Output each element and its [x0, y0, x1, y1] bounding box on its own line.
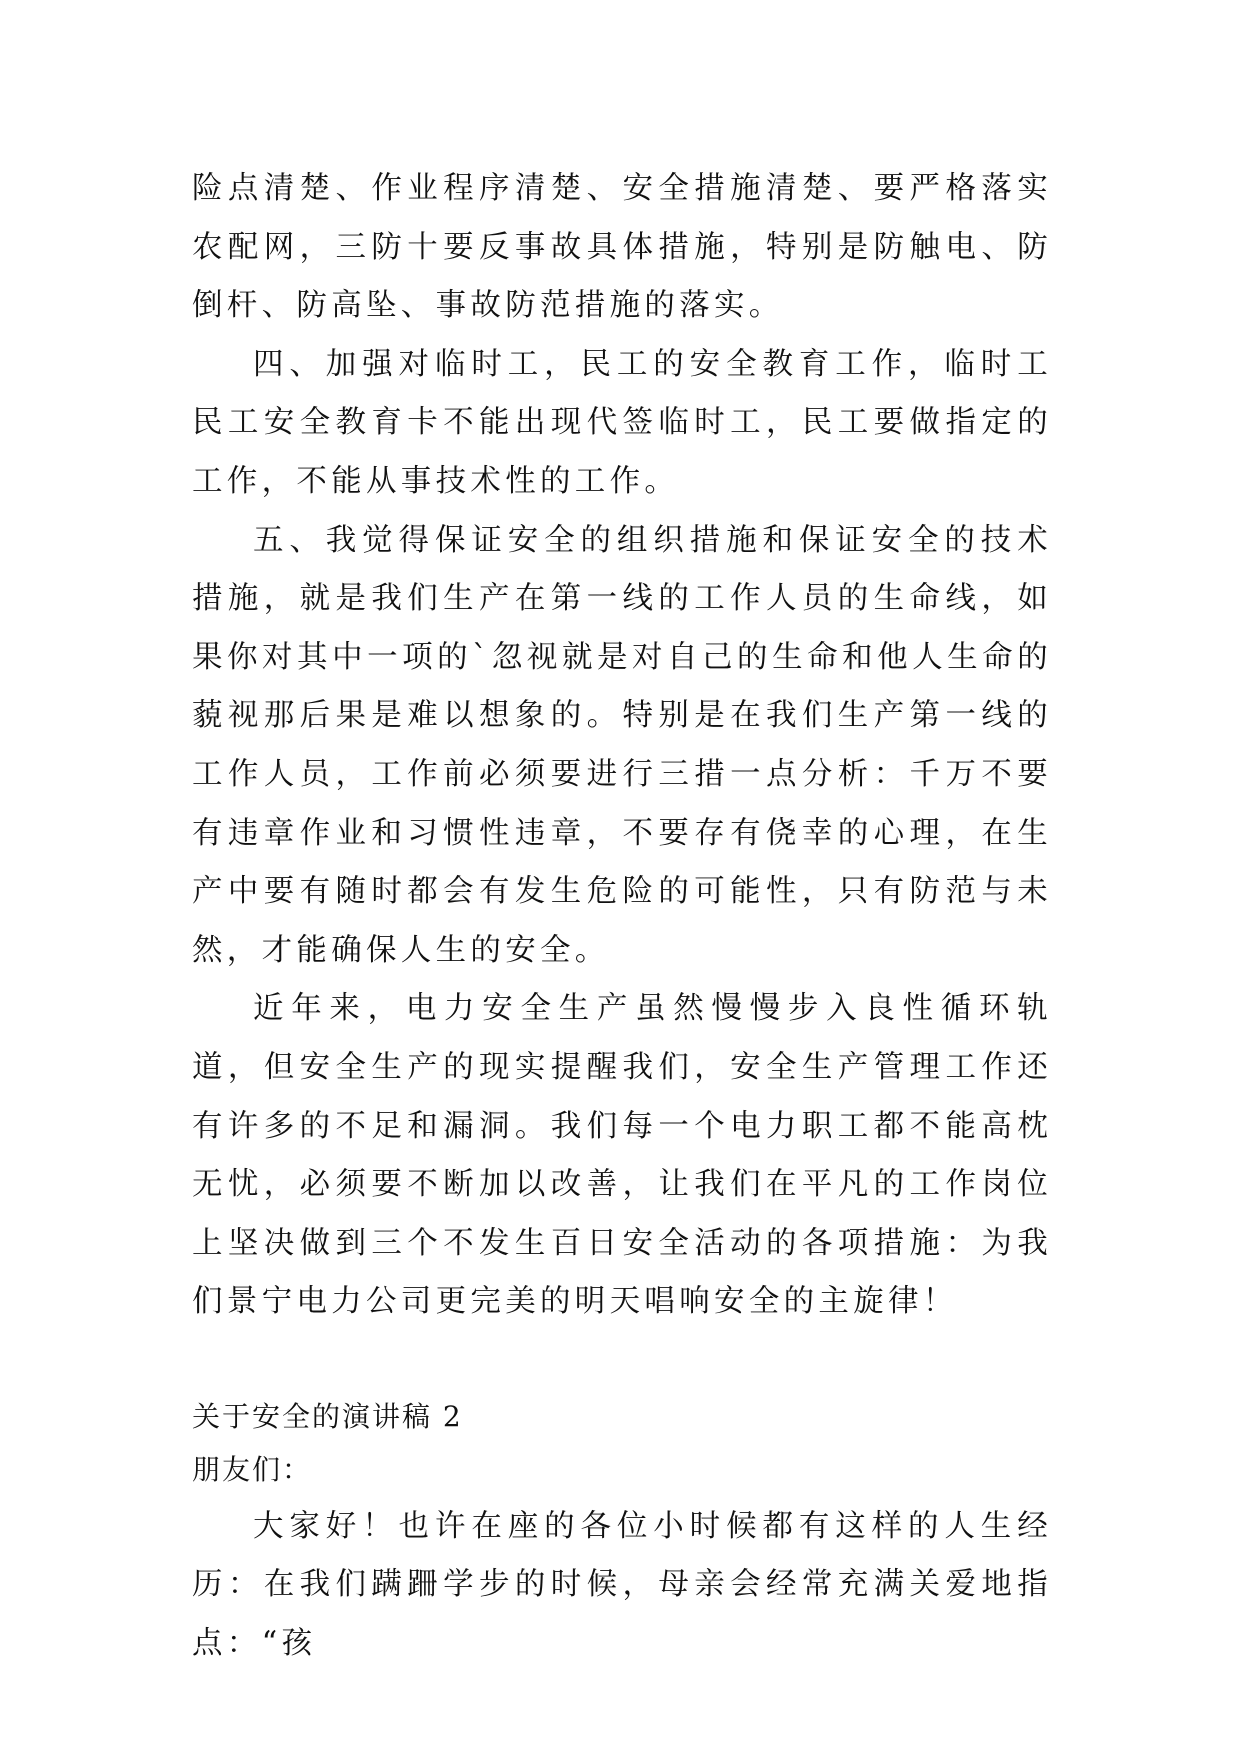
paragraph-item-five: 五、我觉得保证安全的组织措施和保证安全的技术措施，就是我们生产在第一线的工作人员的生命线，如果你对其中一项的`忽视就是对自己的生命和他人生命的藐视那后果是难以想象的。特别是在我们生产第一线的工作人员，工作前必须要进行三措一点分析：千万不要有违章作业和习惯性违章，不要存有侥幸的心理，在生产中要有随时都会有发生危险的可能性，只有防范与未然，才能确保人生的安全。: [192, 522, 1052, 968]
document-body: [192, 160, 1052, 1674]
section-spacer: [192, 1332, 1052, 1392]
paragraph-conclusion: 近年来，电力安全生产虽然慢慢步入良性循环轨道，但安全生产的现实提醒我们，安全生产管理工作还有许多的不足和漏洞。我们每一个电力职工都不能高枕无忧，必须要不断加以改善，让我们在平凡的工作岗位上坚决做到三个不发生百日安全活动的各项措施：为我们景宁电力公司更完美的明天唱响安全的主旋律！: [192, 991, 1052, 1320]
opening-paragraph: 大家好！也许在座的各位小时候都有这样的人生经历：在我们蹒跚学步的时候，母亲会经常充满关爱地指点：“孩: [192, 1508, 1052, 1662]
paragraph-item-four: 四、加强对临时工，民工的安全教育工作，临时工民工安全教育卡不能出现代签临时工，民工要做指定的工作，不能从事技术性的工作。: [192, 346, 1052, 499]
paragraph-continuation: 险点清楚、作业程序清楚、安全措施清楚、要严格落实农配网，三防十要反事故具体措施，特别是防触电、防倒杆、防高坠、事故防范措施的落实。: [192, 171, 1052, 324]
salutation: 朋友们：: [192, 1452, 313, 1486]
section-title: 关于安全的演讲稿 2: [192, 1399, 463, 1433]
